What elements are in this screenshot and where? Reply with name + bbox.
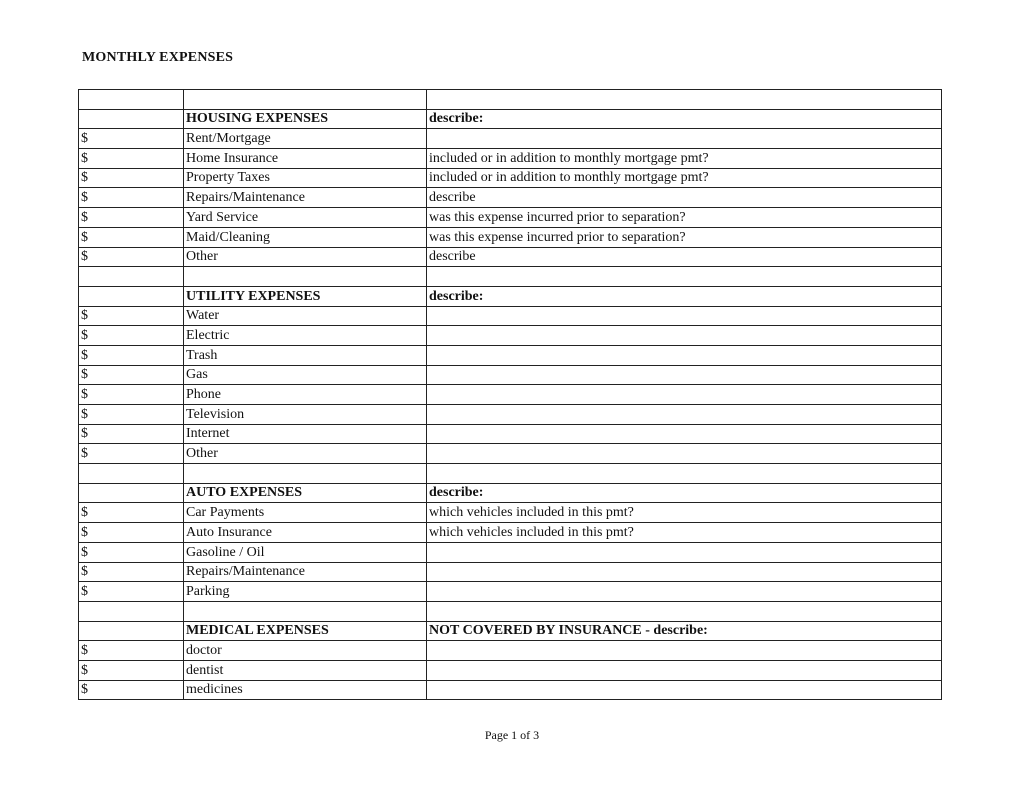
table-row bbox=[79, 385, 942, 405]
expense-item-label: Home Insurance bbox=[184, 149, 427, 169]
empty-cell[interactable] bbox=[184, 90, 427, 110]
description-cell[interactable] bbox=[427, 129, 942, 149]
empty-cell[interactable] bbox=[427, 464, 942, 484]
table-row bbox=[79, 562, 942, 582]
empty-cell[interactable] bbox=[427, 267, 942, 287]
description-cell[interactable]: which vehicles included in this pmt? bbox=[427, 503, 942, 523]
describe-label: describe: bbox=[427, 109, 942, 129]
table-row bbox=[79, 582, 942, 602]
empty-cell bbox=[79, 621, 184, 641]
description-cell[interactable] bbox=[427, 660, 942, 680]
description-cell[interactable] bbox=[427, 444, 942, 464]
expense-item-label: Phone bbox=[184, 385, 427, 405]
table-row bbox=[79, 523, 942, 543]
spacer-row bbox=[79, 601, 942, 621]
amount-cell[interactable]: $ bbox=[79, 306, 184, 326]
empty-cell bbox=[79, 109, 184, 129]
table-row bbox=[79, 424, 942, 444]
expense-item-label: Repairs/Maintenance bbox=[184, 562, 427, 582]
page-number: Page 1 of 3 bbox=[484, 728, 540, 742]
table-row bbox=[79, 149, 942, 169]
table-row bbox=[79, 542, 942, 562]
amount-cell[interactable]: $ bbox=[79, 582, 184, 602]
amount-cell[interactable]: $ bbox=[79, 208, 184, 228]
amount-cell[interactable]: $ bbox=[79, 247, 184, 267]
table-row bbox=[79, 227, 942, 247]
expense-item-label: Repairs/Maintenance bbox=[184, 188, 427, 208]
description-cell[interactable]: which vehicles included in this pmt? bbox=[427, 523, 942, 543]
description-cell[interactable] bbox=[427, 562, 942, 582]
amount-cell[interactable]: $ bbox=[79, 503, 184, 523]
expense-item-label: medicines bbox=[184, 680, 427, 700]
spacer-row bbox=[79, 267, 942, 287]
table-row bbox=[79, 660, 942, 680]
empty-cell[interactable] bbox=[79, 464, 184, 484]
expenses-table-body bbox=[79, 90, 942, 700]
expense-item-label: Auto Insurance bbox=[184, 523, 427, 543]
table-row bbox=[79, 405, 942, 425]
expense-item-label: Other bbox=[184, 444, 427, 464]
amount-cell[interactable]: $ bbox=[79, 385, 184, 405]
description-cell[interactable]: included or in addition to monthly mortgage pmt? bbox=[427, 149, 942, 169]
table-row bbox=[79, 365, 942, 385]
amount-cell[interactable]: $ bbox=[79, 424, 184, 444]
table-row bbox=[79, 188, 942, 208]
amount-cell[interactable]: $ bbox=[79, 542, 184, 562]
empty-cell bbox=[79, 286, 184, 306]
description-cell[interactable] bbox=[427, 424, 942, 444]
table-row bbox=[79, 345, 942, 365]
description-cell[interactable]: describe bbox=[427, 247, 942, 267]
empty-cell[interactable] bbox=[184, 601, 427, 621]
empty-cell[interactable] bbox=[184, 464, 427, 484]
amount-cell[interactable]: $ bbox=[79, 168, 184, 188]
description-cell[interactable] bbox=[427, 385, 942, 405]
amount-cell[interactable]: $ bbox=[79, 641, 184, 661]
description-cell[interactable] bbox=[427, 326, 942, 346]
empty-cell[interactable] bbox=[184, 267, 427, 287]
describe-label: describe: bbox=[427, 286, 942, 306]
table-row bbox=[79, 306, 942, 326]
table-row bbox=[79, 326, 942, 346]
table-row bbox=[79, 208, 942, 228]
describe-label: describe: bbox=[427, 483, 942, 503]
amount-cell[interactable]: $ bbox=[79, 129, 184, 149]
section-header-housing-expenses bbox=[79, 109, 942, 129]
description-cell[interactable] bbox=[427, 306, 942, 326]
section-heading: AUTO EXPENSES bbox=[184, 483, 427, 503]
section-header-utility-expenses bbox=[79, 286, 942, 306]
table-row bbox=[79, 444, 942, 464]
spacer-row bbox=[79, 90, 942, 110]
section-header-auto-expenses bbox=[79, 483, 942, 503]
empty-cell[interactable] bbox=[427, 601, 942, 621]
description-cell[interactable]: was this expense incurred prior to separation? bbox=[427, 227, 942, 247]
expense-item-label: Trash bbox=[184, 345, 427, 365]
expense-item-label: Car Payments bbox=[184, 503, 427, 523]
empty-cell[interactable] bbox=[79, 90, 184, 110]
table-row bbox=[79, 247, 942, 267]
expense-item-label: Property Taxes bbox=[184, 168, 427, 188]
describe-label: NOT COVERED BY INSURANCE - describe: bbox=[427, 621, 942, 641]
description-cell[interactable]: included or in addition to monthly mortgage pmt? bbox=[427, 168, 942, 188]
amount-cell[interactable]: $ bbox=[79, 405, 184, 425]
spacer-row bbox=[79, 464, 942, 484]
table-row bbox=[79, 503, 942, 523]
expense-item-label: Television bbox=[184, 405, 427, 425]
amount-cell[interactable]: $ bbox=[79, 523, 184, 543]
description-cell[interactable] bbox=[427, 582, 942, 602]
expenses-table bbox=[78, 89, 942, 700]
expense-item-label: Maid/Cleaning bbox=[184, 227, 427, 247]
description-cell[interactable] bbox=[427, 542, 942, 562]
amount-cell[interactable]: $ bbox=[79, 326, 184, 346]
description-cell[interactable]: describe bbox=[427, 188, 942, 208]
empty-cell[interactable] bbox=[79, 267, 184, 287]
amount-cell[interactable]: $ bbox=[79, 227, 184, 247]
table-row bbox=[79, 168, 942, 188]
table-row bbox=[79, 129, 942, 149]
amount-cell[interactable]: $ bbox=[79, 149, 184, 169]
page-title: MONTHLY EXPENSES bbox=[82, 50, 234, 65]
expense-item-label: Gas bbox=[184, 365, 427, 385]
section-heading: MEDICAL EXPENSES bbox=[184, 621, 427, 641]
description-cell[interactable] bbox=[427, 680, 942, 700]
section-heading: UTILITY EXPENSES bbox=[184, 286, 427, 306]
section-header-medical-expenses bbox=[79, 621, 942, 641]
expense-item-label: Water bbox=[184, 306, 427, 326]
amount-cell[interactable]: $ bbox=[79, 444, 184, 464]
empty-cell[interactable] bbox=[79, 601, 184, 621]
expense-item-label: Gasoline / Oil bbox=[184, 542, 427, 562]
expense-item-label: Other bbox=[184, 247, 427, 267]
expense-item-label: Parking bbox=[184, 582, 427, 602]
empty-cell[interactable] bbox=[427, 90, 942, 110]
table-row bbox=[79, 680, 942, 700]
description-cell[interactable]: was this expense incurred prior to separation? bbox=[427, 208, 942, 228]
description-cell[interactable] bbox=[427, 641, 942, 661]
description-cell[interactable] bbox=[427, 405, 942, 425]
section-heading: HOUSING EXPENSES bbox=[184, 109, 427, 129]
empty-cell bbox=[79, 483, 184, 503]
amount-cell[interactable]: $ bbox=[79, 345, 184, 365]
description-cell[interactable] bbox=[427, 365, 942, 385]
expense-item-label: Rent/Mortgage bbox=[184, 129, 427, 149]
amount-cell[interactable]: $ bbox=[79, 680, 184, 700]
amount-cell[interactable]: $ bbox=[79, 660, 184, 680]
expense-item-label: doctor bbox=[184, 641, 427, 661]
table-row bbox=[79, 641, 942, 661]
amount-cell[interactable]: $ bbox=[79, 365, 184, 385]
expense-item-label: Electric bbox=[184, 326, 427, 346]
expense-item-label: Yard Service bbox=[184, 208, 427, 228]
description-cell[interactable] bbox=[427, 345, 942, 365]
expense-item-label: dentist bbox=[184, 660, 427, 680]
expense-item-label: Internet bbox=[184, 424, 427, 444]
amount-cell[interactable]: $ bbox=[79, 562, 184, 582]
amount-cell[interactable]: $ bbox=[79, 188, 184, 208]
